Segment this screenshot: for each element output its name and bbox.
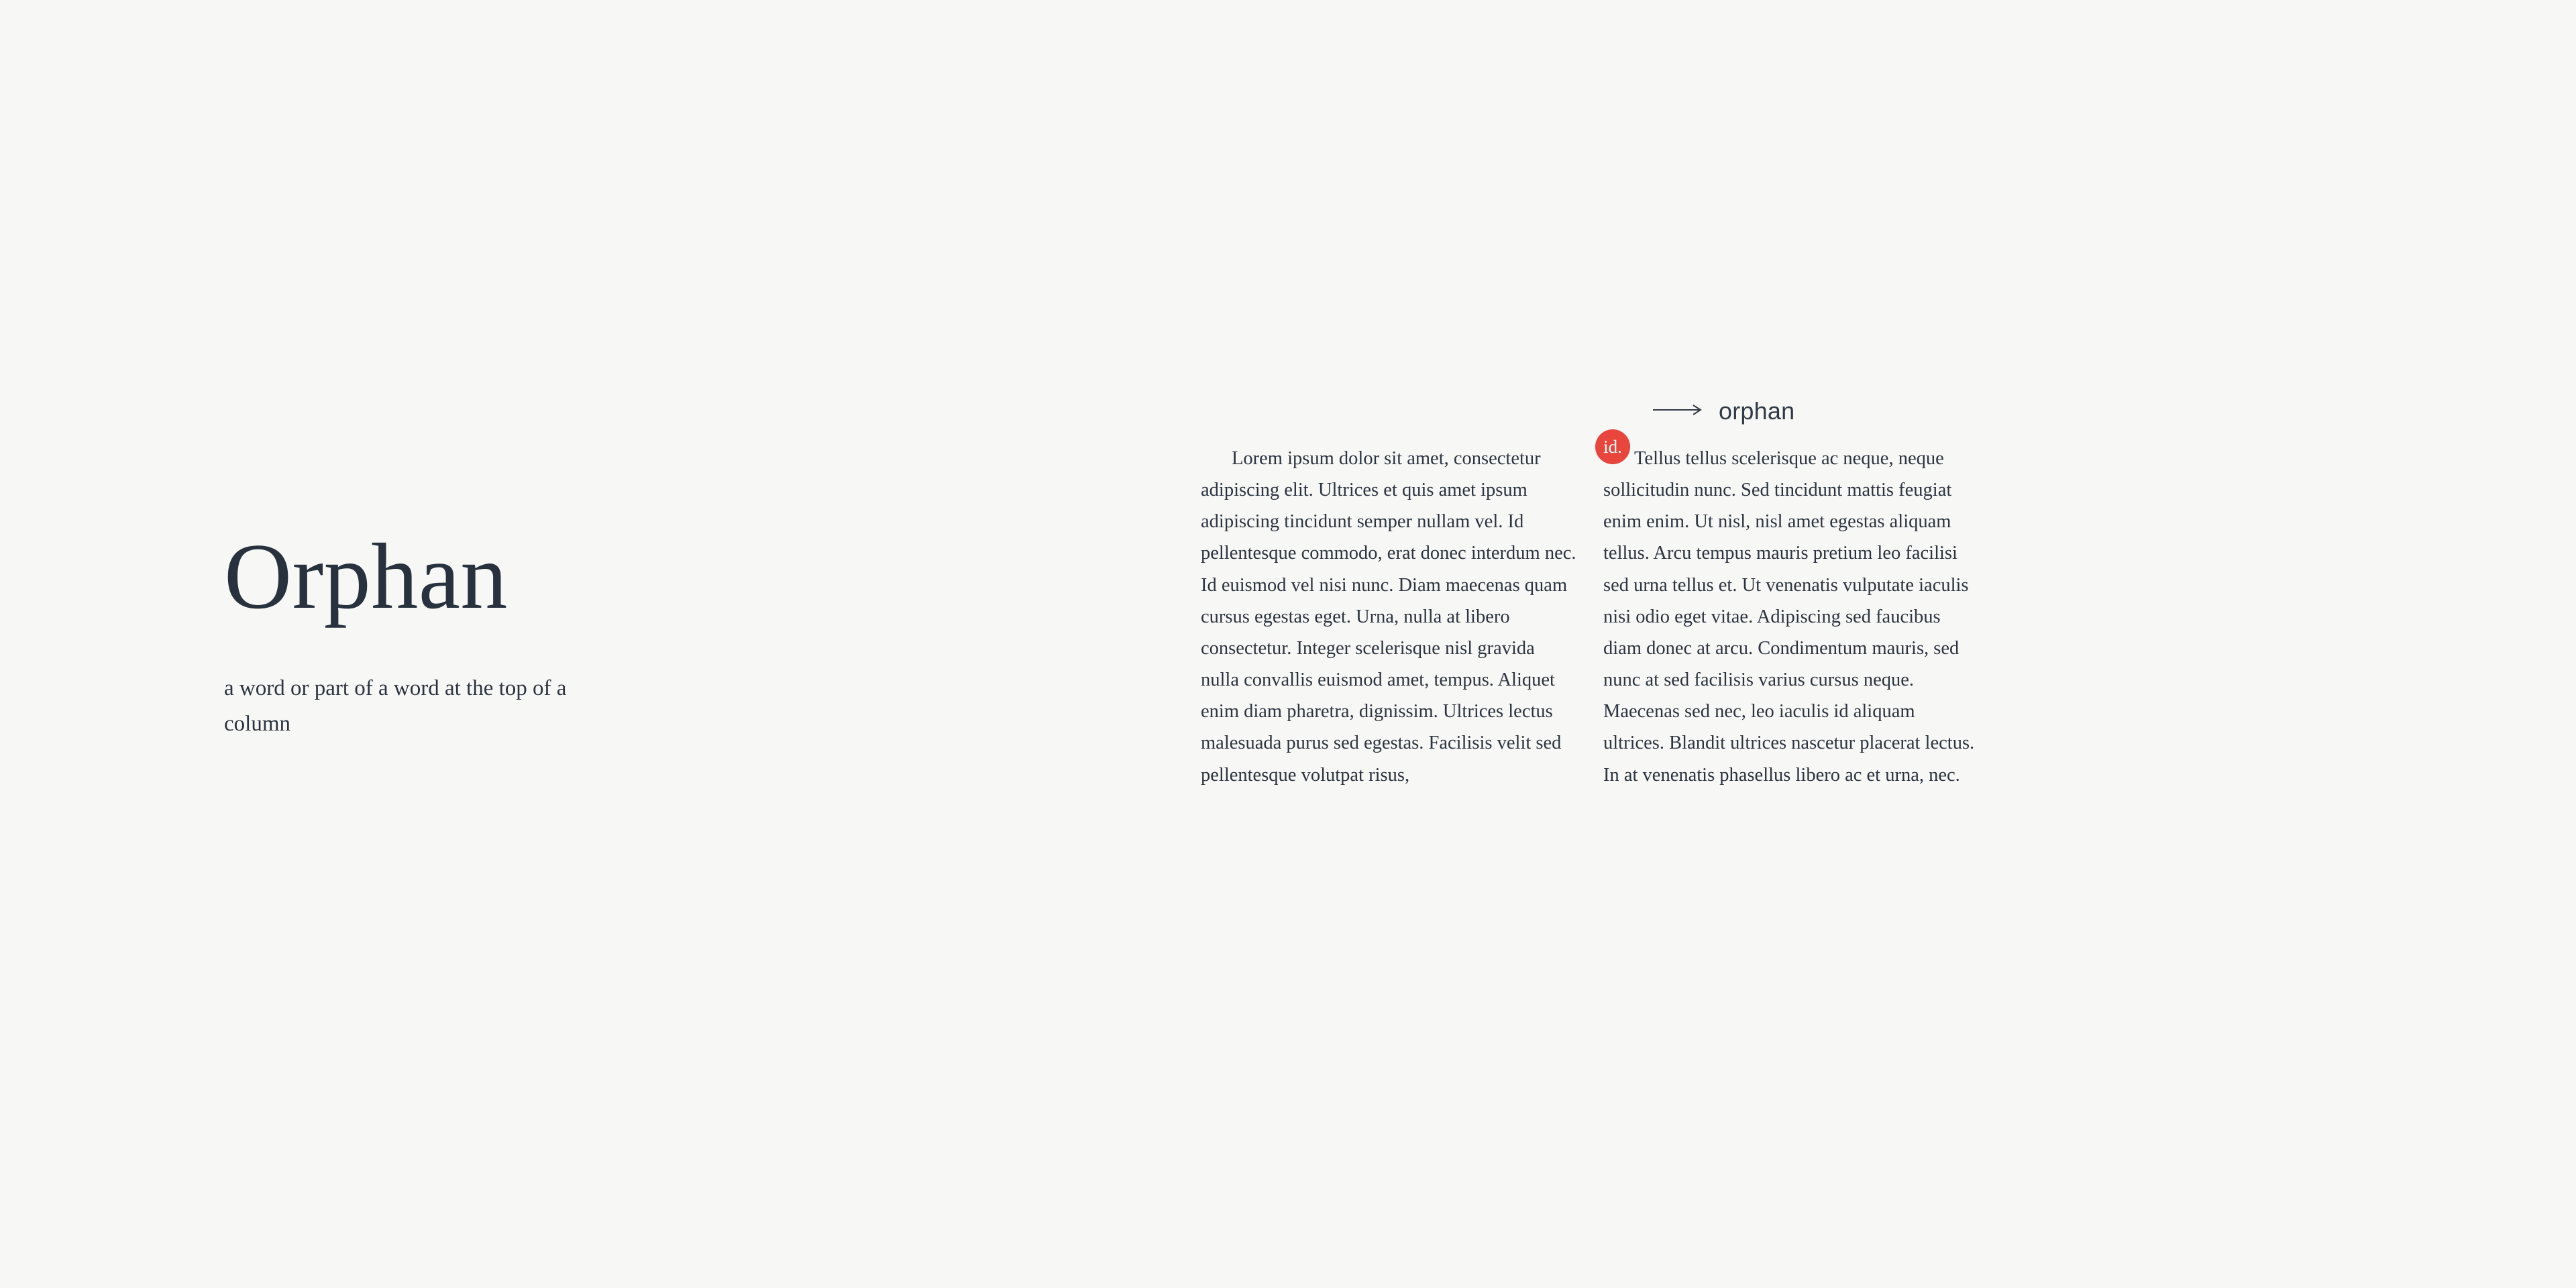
sample-columns bbox=[1201, 389, 2026, 899]
column-right-paragraph: Tellus tellus scelerisque ac neque, neque sollicitudin nunc. Sed tincidunt mattis feugiat enim enim. Ut nisl, nisl amet egestas aliquam tellus. Arcu tempus mauris pretium leo facilisi sed urna tellus et. Ut venenatis vulputate iaculis nisi odio eget vitae. Adipiscing sed faucibus diam donec at arcu. Condimentum mauris, sed nunc at sed facilisis varius cursus neque. Maecenas sed nec, leo iaculis id aliquam ultrices. Blandit ultrices nascetur placerat lectus. In at venenatis phasellus libero ac et urna, nec. bbox=[1603, 448, 1975, 786]
annotation-callout bbox=[1652, 399, 1794, 423]
annotation-label: orphan bbox=[1719, 397, 1795, 425]
column-left-paragraph: Lorem ipsum dolor sit amet, consectetur adipiscing elit. Ultrices et quis amet ipsum adipiscing tincidunt semper nullam vel. Id pellentesque commodo, erat donec interdum nec. Id euismod vel nisi nunc. Diam maecenas quam cursus egestas eget. Urna, nulla at libero consectetur. Integer scelerisque nisl gravida nulla convallis euismod amet, tempus. Aliquet enim diam pharetra, dignissim. Ultrices lectus malesuada purus sed egestas. Facilisis velit sed pellentesque volutpat risus, bbox=[1201, 448, 1576, 786]
text-column-left bbox=[1201, 443, 1576, 791]
page-title: Orphan bbox=[224, 525, 508, 629]
term-block bbox=[224, 525, 828, 743]
text-column-right bbox=[1603, 443, 1979, 791]
arrow-right-icon bbox=[1652, 404, 1704, 419]
orphan-word: id. bbox=[1603, 436, 1622, 457]
orphan-highlight-marker bbox=[1595, 429, 1630, 464]
term-definition: a word or part of a word at the top of a column bbox=[224, 676, 567, 737]
